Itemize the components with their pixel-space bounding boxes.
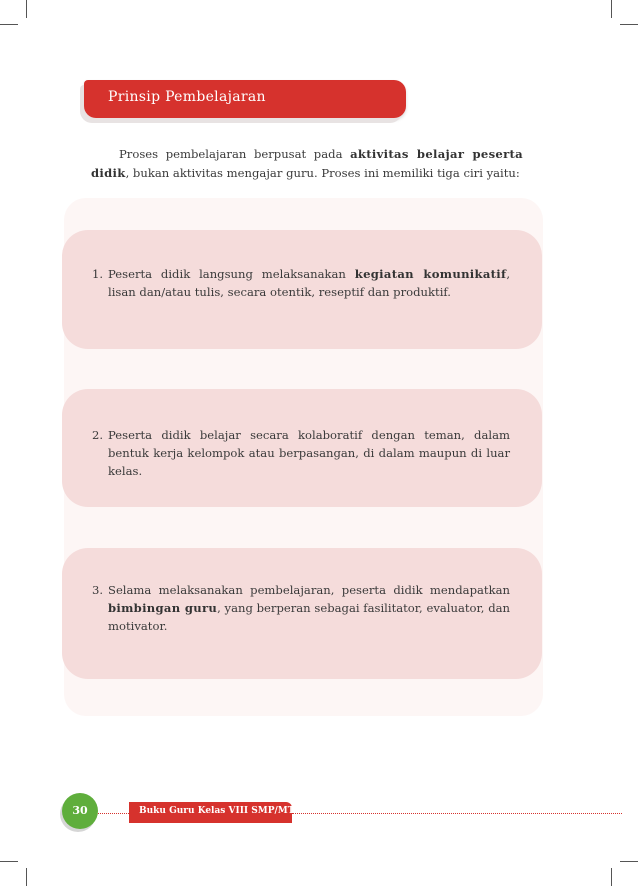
item-number: 2. [92, 428, 104, 442]
item-number: 3. [92, 583, 104, 597]
book-title: Buku Guru Kelas VIII SMP/MTs [139, 806, 299, 816]
intro-text-continued: , bukan aktivitas mengajar guru. Proses ini memiliki tiga ciri yaitu: [125, 166, 520, 180]
principle-card-2 [62, 389, 542, 507]
item-text: Selama melaksanakan pembelajaran, peserta didik mendapatkan [108, 583, 510, 597]
item-bold-text: kegiatan komunikatif [354, 267, 507, 281]
crop-mark [620, 24, 638, 25]
item-text: Peserta didik langsung melaksanakan [108, 267, 355, 281]
intro-text: Proses pembelajaran berpusat pada [119, 147, 351, 161]
item-text-continued: , lisan dan/atau tulis, secara otentik, reseptif dan produktif. [108, 267, 510, 299]
list-item [92, 581, 510, 635]
footer-dotted-line [98, 813, 129, 814]
list-item [92, 265, 510, 301]
principle-card-3 [62, 548, 542, 679]
page-number-badge [62, 793, 98, 829]
crop-mark [620, 861, 638, 862]
crop-mark [611, 868, 612, 886]
crop-mark [0, 24, 18, 25]
book-title-tab [129, 802, 299, 823]
intro-paragraph [91, 145, 523, 183]
list-item [92, 426, 510, 480]
page-number: 30 [72, 804, 88, 817]
crop-mark [26, 868, 27, 886]
crop-mark [26, 0, 27, 18]
section-title: Prinsip Pembelajaran [108, 89, 266, 105]
item-number: 1. [92, 267, 104, 281]
item-bold-text: bimbingan guru [108, 601, 218, 615]
crop-mark [611, 0, 612, 18]
item-text: Peserta didik belajar secara kolaboratif dengan teman, dalam bentuk kerja kelompok atau berpasangan, di dalam maupun di luar kelas. [108, 428, 510, 478]
footer-dotted-line [292, 813, 622, 814]
item-text-continued: , yang berperan sebagai fasilitator, evaluator, dan motivator. [108, 601, 510, 633]
section-banner [84, 80, 406, 118]
crop-mark [0, 861, 18, 862]
intro-bold-text: aktivitas belajar peserta didik [91, 147, 523, 180]
principle-card-1 [62, 230, 542, 349]
